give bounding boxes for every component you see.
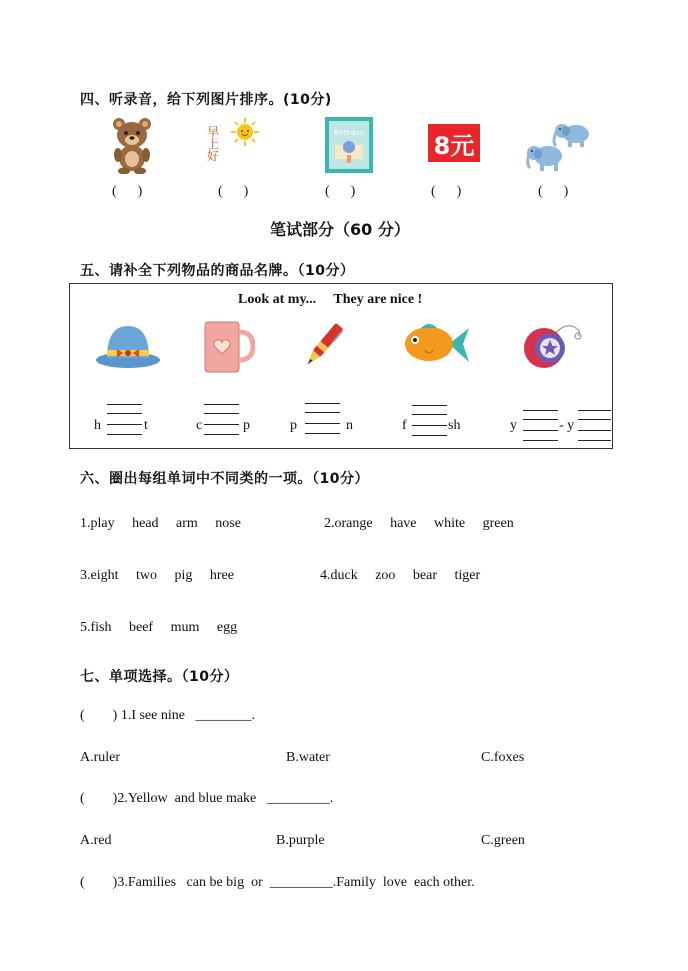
answer-paren-2[interactable]: ( ) bbox=[218, 184, 249, 199]
section6-heading: 六、圈出每组单词中不同类的一项。（10分） bbox=[80, 471, 369, 487]
question-1-option-b[interactable]: B.water bbox=[286, 750, 330, 765]
answer-paren-4[interactable]: ( ) bbox=[431, 184, 462, 199]
question-2-stem: ( )2.Yellow and blue make _________. bbox=[80, 791, 334, 806]
bear-icon bbox=[110, 116, 154, 174]
word-group-3[interactable]: 3.eight two pig hree bbox=[80, 568, 234, 583]
hat-end-letter: t bbox=[144, 418, 148, 433]
hat-picture bbox=[95, 322, 161, 370]
question-1-option-c[interactable]: C.foxes bbox=[481, 750, 525, 765]
cup-icon bbox=[203, 320, 255, 374]
cup-blank-input[interactable] bbox=[204, 424, 239, 425]
hat-icon bbox=[95, 322, 161, 370]
question-2-option-a[interactable]: A.red bbox=[80, 833, 112, 848]
yoyo-icon bbox=[520, 318, 588, 370]
cup-start-letter: c bbox=[196, 418, 203, 433]
box-title: Look at my... They are nice ! bbox=[238, 292, 423, 307]
birthday-card-icon bbox=[325, 117, 373, 173]
written-part-title: 笔试部分（60 分） bbox=[270, 220, 410, 239]
pen-blank-input[interactable] bbox=[305, 423, 340, 424]
yoyo-picture bbox=[520, 318, 588, 370]
word-group-5[interactable]: 5.fish beef mum egg bbox=[80, 620, 238, 635]
good-morning-picture bbox=[205, 116, 265, 166]
birthday-card-picture bbox=[325, 117, 373, 173]
answer-paren-1[interactable]: ( ) bbox=[112, 184, 143, 199]
pen-start-letter: p bbox=[290, 418, 297, 433]
fish-icon bbox=[403, 320, 471, 368]
question-3-stem: ( )3.Families can be big or _________.Family love each other. bbox=[80, 875, 475, 890]
fish-end-letter: sh bbox=[448, 418, 461, 433]
yoyo-start-letter: y bbox=[510, 418, 517, 433]
question-2-option-c[interactable]: C.green bbox=[481, 833, 525, 848]
word-group-4[interactable]: 4.duck zoo bear tiger bbox=[320, 568, 481, 583]
hat-blank-input[interactable] bbox=[107, 424, 142, 425]
fish-start-letter: f bbox=[402, 418, 407, 433]
yoyo-blank-input-1[interactable] bbox=[523, 430, 558, 431]
bear-picture bbox=[110, 116, 154, 174]
question-2-option-b[interactable]: B.purple bbox=[276, 833, 325, 848]
cup-end-letter: p bbox=[243, 418, 250, 433]
elephants-picture bbox=[526, 120, 598, 172]
fish-picture bbox=[403, 320, 471, 368]
question-1-stem: ( ) 1.I see nine ________. bbox=[80, 708, 255, 723]
word-group-1[interactable]: 1.play head arm nose bbox=[80, 516, 241, 531]
section7-heading: 七、单项选择。（10分） bbox=[80, 669, 239, 685]
pen-end-letter: n bbox=[346, 418, 353, 433]
cup-picture bbox=[203, 320, 255, 374]
question-1-option-a[interactable]: A.ruler bbox=[80, 750, 121, 765]
price-tag-icon: 8元 bbox=[428, 124, 480, 162]
answer-paren-5[interactable]: ( ) bbox=[538, 184, 569, 199]
fish-blank-input[interactable] bbox=[412, 425, 447, 426]
pen-picture bbox=[300, 318, 346, 374]
word-group-2[interactable]: 2.orange have white green bbox=[324, 516, 514, 531]
hat-start-letter: h bbox=[94, 418, 101, 433]
yoyo-mid-letters: - y bbox=[559, 418, 575, 433]
section5-heading: 五、请补全下列物品的商品名牌。（10分） bbox=[80, 263, 355, 279]
answer-paren-3[interactable]: ( ) bbox=[325, 184, 356, 199]
yoyo-blank-input-2[interactable] bbox=[578, 430, 611, 431]
elephants-icon bbox=[526, 120, 598, 172]
hat-blank-line bbox=[107, 404, 142, 405]
good-morning-caption: 早上好 bbox=[207, 125, 220, 163]
birthday-caption: Birthday bbox=[334, 129, 364, 137]
pen-icon bbox=[300, 318, 346, 374]
section4-heading: 四、听录音，给下列图片排序。(10分) bbox=[80, 92, 332, 108]
